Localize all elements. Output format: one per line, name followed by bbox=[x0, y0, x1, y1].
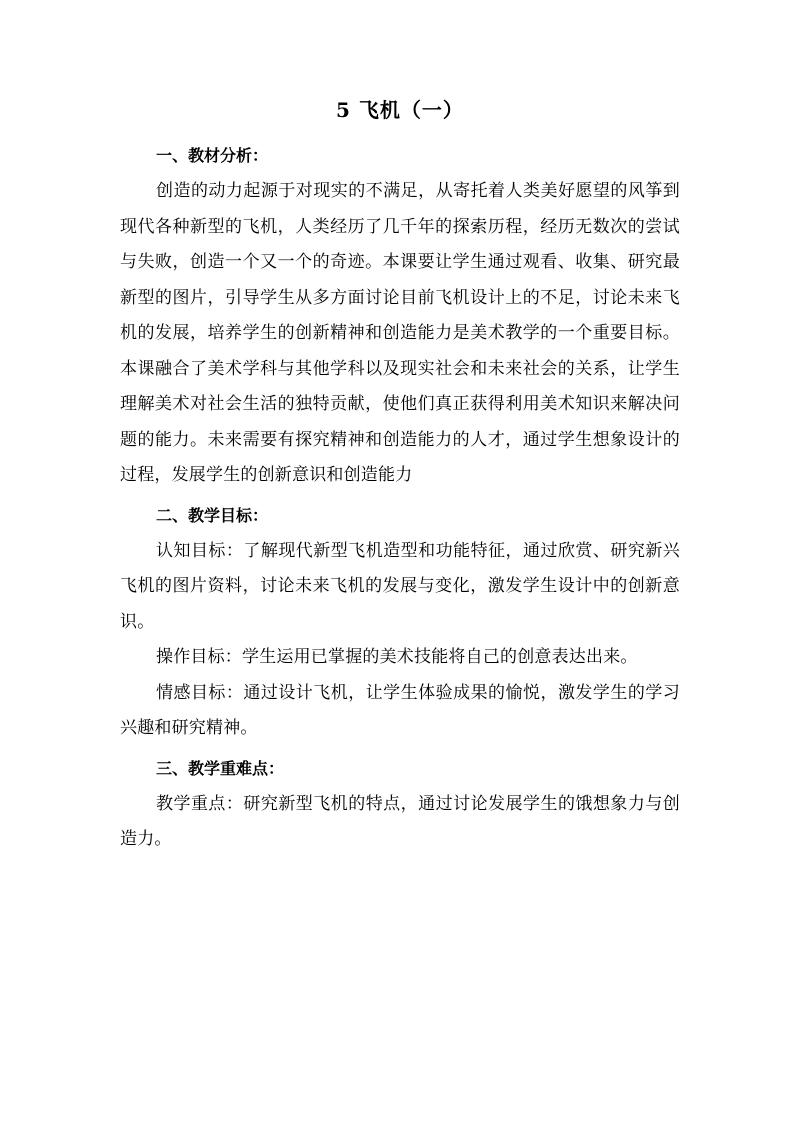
paragraph: 情感目标：通过设计飞机，让学生体验成果的愉悦，激发学生的学习兴趣和研究精神。 bbox=[120, 682, 680, 738]
section-material-analysis bbox=[120, 138, 680, 494]
section-key-difficult-points bbox=[120, 751, 680, 858]
section-teaching-goals bbox=[120, 498, 680, 747]
paragraph: 教学重点：研究新型飞机的特点，通过讨论发展学生的饿想象力与创造力。 bbox=[120, 793, 680, 849]
paragraph: 认知目标：了解现代新型飞机造型和功能特征，通过欣赏、研究新兴飞机的图片资料，讨论未来飞机的发展与变化，激发学生设计中的创新意识。 bbox=[120, 540, 680, 632]
section-heading: 二、教学目标： bbox=[156, 505, 269, 525]
paragraph: 创造的动力起源于对现实的不满足，从寄托着人类美好愿望的风筝到现代各种新型的飞机，人类经历了几千年的探索历程，经历无数次的尝试与失败，创造一个又一个的奇迹。本课要让学生通过观看、收集、研究最新型的图片，引导学生从多方面讨论目前飞机设计上的不足，讨论未来飞机的发展，培养学生的创新精神和创造能力是美术教学的一个重要目标。本课融合了美术学科与其他学科以及现实社会和未来社会的关系，让学生理解美术对社会生活的独特贡献，使他们真正获得利用美术知识来解决问题的能力。未来需要有探究精神和创造能力的人才，通过学生想象设计的过程，发展学生的创新意识和创造能力 bbox=[120, 181, 680, 485]
section-heading: 三、教学重难点： bbox=[156, 758, 285, 778]
document-title: 5 飞机（一） bbox=[336, 98, 464, 122]
section-heading: 一、教材分析： bbox=[156, 146, 269, 165]
document-page bbox=[120, 96, 680, 858]
paragraph: 操作目标：学生运用已掌握的美术技能将自己的创意表达出来。 bbox=[156, 647, 638, 667]
